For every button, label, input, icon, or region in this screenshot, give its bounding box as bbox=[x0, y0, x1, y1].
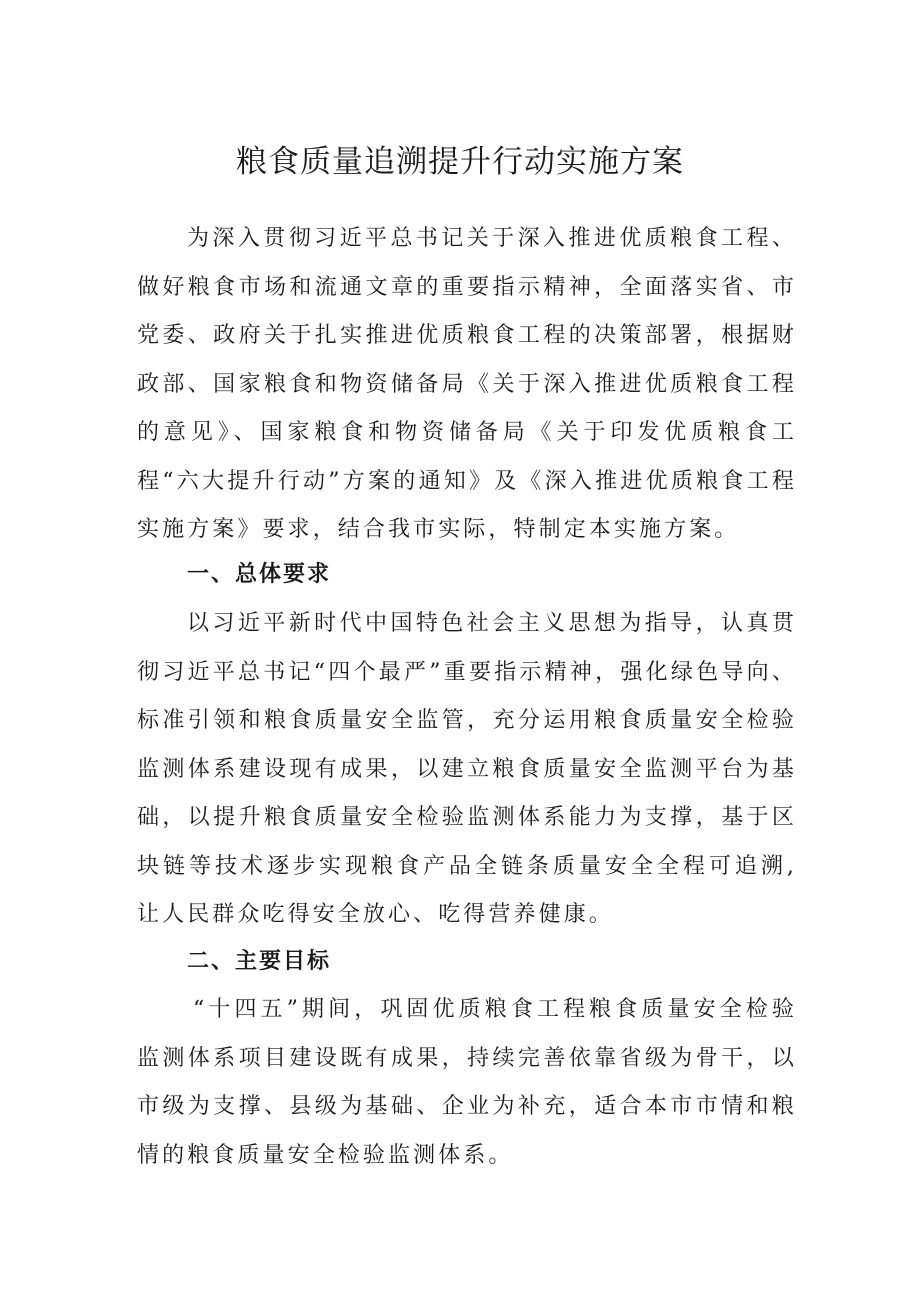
section-heading-general-requirements: 一、总体要求 bbox=[187, 562, 332, 587]
intro-paragraph: 为深入贯彻习近平总书记关于深入推进优质粮食工程、做好粮食市场和流通文章的重要指示精神，全面落实省、市党委、政府关于扎实推进优质粮食工程的决策部署，根据财政部、国家粮食和物资储备局《关于深入推进优质粮食工程的意见》、国家粮食和物资储备局《关于印发优质粮食工程“六大提升行动”方案的通知》及《深入推进优质粮食工程实施方案》要求，结合我市实际，特制定本实施方案。 bbox=[137, 226, 797, 542]
section-body-main-goals: “十四五”期间，巩固优质粮食工程粮食质量安全检验监测体系项目建设既有成果，持续完善依靠省级为骨干，以市级为支撑、县级为基础、企业为补充，适合本市市情和粮情的粮食质量安全检验监测体系。 bbox=[137, 997, 797, 1168]
section-heading-main-goals: 二、主要目标 bbox=[187, 949, 332, 974]
document-title: 粮食质量追溯提升行动实施方案 bbox=[236, 144, 684, 180]
section-body-general-requirements: 以习近平新时代中国特色社会主义思想为指导，认真贯彻习近平总书记“四个最严”重要指示精神，强化绿色导向、标准引领和粮食质量安全监管，充分运用粮食质量安全检验监测体系建设现有成果，以建立粮食质量安全监测平台为基础，以提升粮食质量安全检验监测体系能力为支撑，基于区块链等技术逐步实现粮食产品全链条质量安全全程可追溯,让人民群众吃得安全放心、吃得营养健康。 bbox=[137, 611, 797, 927]
